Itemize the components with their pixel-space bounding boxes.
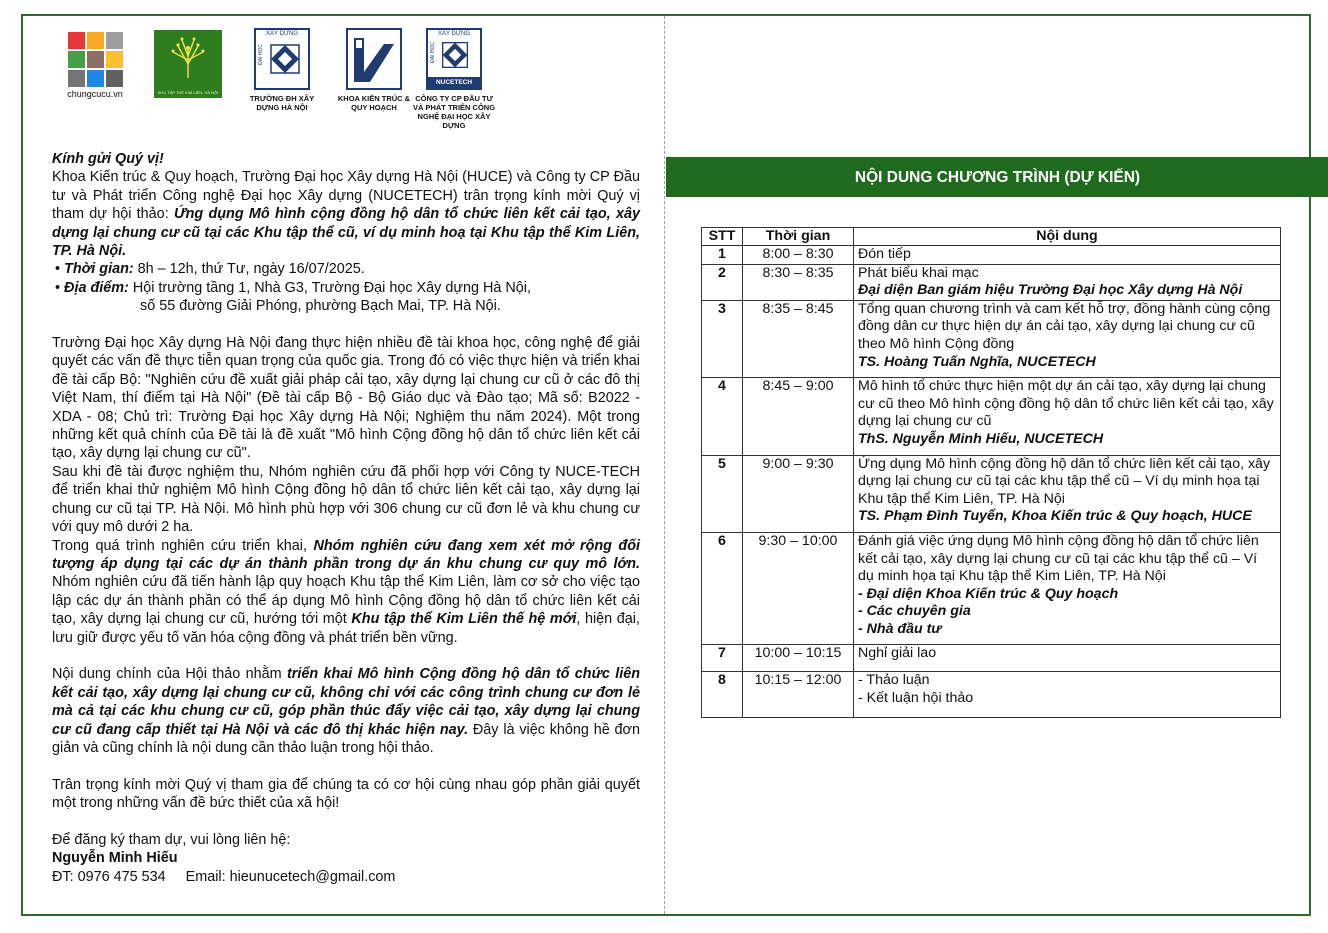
logo-row: [60, 26, 520, 136]
row-time: 9:00 – 9:30: [743, 455, 854, 532]
row-stt: 1: [702, 246, 743, 265]
content-line: Đón tiếp: [858, 246, 911, 262]
speaker-line: - Đại diện Khoa Kiến trúc & Quy hoạch: [858, 585, 1119, 602]
speaker-line: ThS. Nguyễn Minh Hiếu, NUCETECH: [858, 430, 1104, 447]
row-stt: 2: [702, 264, 743, 300]
table-header-row: [702, 228, 1281, 246]
logo-caption: TRƯỜNG ĐH XÂY DỰNG HÀ NỘI: [249, 94, 315, 112]
place-line: • Địa điểm: Hội trường tầng 1, Nhà G3, Trường Đại học Xây dựng Hà Nội,: [55, 279, 531, 296]
row-content: [854, 645, 1281, 672]
content-line: Phát biểu khai mạc: [858, 264, 979, 281]
logo-caption: KHU TẬP THỂ KIM LIÊN, HÀ NỘI: [157, 90, 219, 95]
invitation-paragraph: Trân trọng kính mời Quý vị tham gia để chúng ta có cơ hội cùng nhau góp phần giải quyết một trong những vấn đề bức thiết của xã hội!: [52, 776, 640, 812]
content-line: Đánh giá việc ứng dụng Mô hình cộng đồng hộ dân tổ chức liên kết cải tạo, xây dựng lại chung cư cũ tại các khu tập thể cũ – Ví dụ minh họa tại Khu tập thể Kim Liên, TP. Hà Nội: [858, 532, 1259, 585]
row-time: 10:00 – 10:15: [743, 645, 854, 672]
table-row: [702, 300, 1281, 377]
table-row: [702, 455, 1281, 532]
logo-caption: chungcucu.vn: [67, 89, 123, 99]
contact-email: Email: hieunucetech@gmail.com: [185, 868, 396, 885]
logo-caption: KHOA KIẾN TRÚC & QUY HOẠCH: [337, 94, 411, 112]
row-content: [854, 672, 1281, 718]
table-row: [702, 645, 1281, 672]
header-time: Thời gian: [743, 228, 854, 246]
header-stt: STT: [702, 228, 743, 246]
greeting: Kính gửi Quý vị!: [52, 151, 164, 167]
content-line: Mô hình tổ chức thực hiện một dự án cải tạo, xây dựng lại chung cư cũ theo Mô hình cộng đồng hộ dân tổ chức liên kết cải tạo, xây dựng lại chung cư cũ: [858, 378, 1274, 430]
content-line: - Thảo luận: [858, 672, 930, 689]
row-content: [854, 300, 1281, 377]
place-line-2: số 55 đường Giải Phóng, phường Bạch Mai, TP. Hà Nội.: [140, 298, 501, 315]
huce-logo: [244, 26, 320, 112]
row-time: 10:15 – 12:00: [743, 672, 854, 718]
intro-paragraph: Khoa Kiến trúc & Quy hoạch, Trường Đại học Xây dựng Hà Nội (HUCE) và Công ty CP Đầu tư và Phát triển Công nghệ Đại học Xây dựng (NUCETECH) trân trọng kính mời Quý vị tham dự hội thảo: Ứng dụng Mô hình cộng đồng hộ dân tổ chức liên kết cải tạo, xây dựng lại chung cư cũ tại các Khu tập thể cũ, ví dụ minh hoạ tại Khu tập thể Kim Liên, TP. Hà Nội.: [52, 169, 640, 260]
program-title-banner: NỘI DUNG CHƯƠNG TRÌNH (DỰ KIẾN): [666, 157, 1328, 197]
research-paragraph: Trường Đại học Xây dựng Hà Nội đang thực hiện nhiều đề tài khoa học, công nghệ để giải quyết các vấn đề thực tiễn quan trọng của quốc gia. Trong đó có việc thực hiện và triển khai đề tài cấp Bộ: "Nghiên cứu đề xuất giải pháp cải tạo, xây dựng lại chung cư cũ ở các đô thị Việt Nam, thí điểm tại Hà Nội" (Đề tài cấp Bộ - Bộ Giáo dục và Đào tạo; Mã số: B2022 - XDA - 08; Chủ trì: Trường Đại học Xây dựng Hà Nội; Nghiệm thu năm 2024). Một trong những kết quả chính của Đề tài là đề xuất "Mô hình Cộng đồng hộ dân tổ chức liên kết cải tạo, xây dựng lại chung cư cũ".: [52, 335, 640, 462]
nucetech-emblem-icon: XÂY DỰNG ĐẠI HỌC NUCETECH: [426, 28, 482, 90]
table-row: [702, 532, 1281, 645]
program-table: [701, 227, 1281, 718]
row-time: 8:30 – 8:35: [743, 264, 854, 300]
contact-intro: Để đăng ký tham dự, vui lòng liên hệ:: [52, 831, 291, 848]
contact-phone: ĐT: 0976 475 534: [52, 868, 166, 885]
invitation-letter: [52, 150, 640, 886]
fold-line: [664, 16, 665, 914]
row-stt: 5: [702, 455, 743, 532]
row-content: [854, 264, 1281, 300]
row-content: [854, 455, 1281, 532]
header-content: Nội dung: [854, 228, 1281, 246]
speaker-line: TS. Phạm Đình Tuyển, Khoa Kiến trúc & Quy hoạch, HUCE: [858, 508, 1252, 525]
ktt-kim-lien-logo: [150, 26, 226, 98]
content-line: Nghỉ giải lao: [858, 645, 937, 662]
pilot-paragraph: Sau khi đề tài được nghiệm thu, Nhóm nghiên cứu đã phối hợp với Công ty NUCE-TECH để triển khai thử nghiệm Mô hình Cộng đồng hộ dân tổ chức liên kết cải tạo, xây dựng lại chung cư cũ tại TP. Hà Nội. Mô hình phù hợp với 306 chung cư cũ đơn lẻ và khu chung cư với quy mô dưới 2 ha.: [52, 463, 640, 536]
row-time: 8:00 – 8:30: [743, 246, 854, 265]
table-row: [702, 378, 1281, 455]
chungcucu-logo: [60, 26, 130, 99]
row-time: 8:35 – 8:45: [743, 300, 854, 377]
contact-details: [52, 868, 640, 886]
logo-caption: CÔNG TY CP ĐẦU TƯ VÀ PHÁT TRIỂN CÔNG NGHỆ ĐẠI HỌC XÂY DỰNG: [412, 94, 496, 130]
row-time: 8:45 – 9:00: [743, 378, 854, 455]
row-stt: 8: [702, 672, 743, 718]
huce-emblem-icon: XÂY DỰNG ĐẠI HỌC: [254, 28, 310, 90]
row-time: 9:30 – 10:00: [743, 532, 854, 645]
faculty-logo: [336, 26, 412, 112]
row-stt: 7: [702, 645, 743, 672]
speaker-line: - Nhà đầu tư: [858, 620, 942, 637]
row-content: [854, 378, 1281, 455]
speaker-line: TS. Hoàng Tuấn Nghĩa, NUCETECH: [858, 353, 1096, 370]
speaker-line: Đại diện Ban giám hiệu Trường Đại học Xây dựng Hà Nội: [858, 282, 1243, 299]
speaker-line: - Các chuyên gia: [858, 603, 971, 620]
row-stt: 6: [702, 532, 743, 645]
time-line: • Thời gian: 8h – 12h, thứ Tư, ngày 16/07/2025.: [55, 261, 365, 278]
table-row: [702, 672, 1281, 718]
nucetech-logo: [412, 26, 496, 130]
workshop-title: Ứng dụng Mô hình cộng đồng hộ dân tổ chức liên kết cải tạo, xây dựng lại chung cư cũ tại các Khu tập thể cũ, ví dụ minh hoạ tại Khu tập thể Kim Liên, TP. Hà Nội.: [52, 206, 640, 260]
row-stt: 4: [702, 378, 743, 455]
nucetech-badge: NUCETECH: [428, 77, 480, 88]
lotus-icon: [170, 34, 206, 80]
content-line: - Kết luận hội thảo: [858, 689, 974, 706]
expansion-paragraph: Trong quá trình nghiên cứu triển khai, Nhóm nghiên cứu đang xem xét mở rộng đối tượng áp dụng tại các dự án thành phần trong dự án khu chung cư quy mô lớn. Nhóm nghiên cứu đã tiến hành lập quy hoạch Khu tập thể Kim Liên, làm cơ sở cho việc tạo lập các dự án thành phần có thể áp dụng Mô hình Cộng đồng hộ dân tổ chức liên kết cải tạo, xây dựng lại chung cư cũ, hướng tới một Khu tập thể Kim Liên thế hệ mới, hiện đại, lưu giữ được yếu tố văn hóa cộng đồng và phát triển bền vững.: [52, 537, 640, 646]
table-row: [702, 264, 1281, 300]
row-stt: 3: [702, 300, 743, 377]
contact-name: Nguyễn Minh Hiếu: [52, 850, 178, 867]
row-content: [854, 532, 1281, 645]
row-content: [854, 246, 1281, 265]
purpose-paragraph: Nội dung chính của Hội thảo nhằm triển khai Mô hình Cộng đồng hộ dân tổ chức liên kết cải tạo, xây dựng lại chung cư cũ, không chỉ với các công trình chung cư đơn lẻ mà cả tại các khu chung cư cũ, góp phần thúc đẩy việc cải tạo, xây dựng lại chung cư cũ đang cấp thiết tại Hà Nội và các đô thị khác hiện nay. Đây là việc không hề đơn giản và cũng chính là nội dung cần thảo luận trong hội thảo.: [52, 666, 640, 756]
content-line: Tổng quan chương trình và cam kết hỗ trợ, đồng hành cùng cộng đồng dân cư thực hiện dự án cải tạo, xây dựng lại chung cư cũ theo Mô hình Cộng đồng: [858, 300, 1271, 352]
content-line: Ứng dụng Mô hình cộng đồng hộ dân tổ chức liên kết cải tạo, xây dựng lại chung cư cũ tại các khu tập thể cũ – Ví dụ minh họa tại Khu tập thể Kim Liên, TP. Hà Nội: [858, 455, 1271, 507]
chungcucu-grid-icon: [68, 32, 123, 87]
faculty-emblem-icon: [346, 28, 402, 90]
table-row: [702, 246, 1281, 265]
